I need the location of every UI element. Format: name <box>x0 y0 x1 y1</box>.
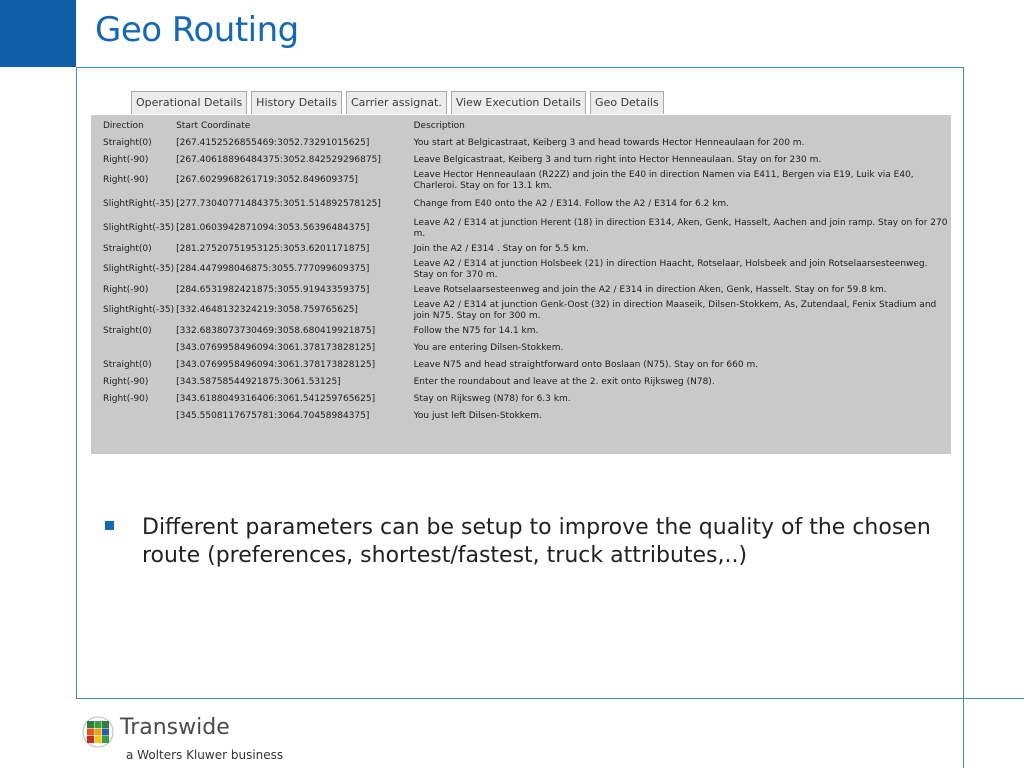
tab-operational-details[interactable]: Operational Details <box>131 91 247 114</box>
tab-view-execution-details[interactable]: View Execution Details <box>451 91 586 114</box>
cell-start-coordinate: [343.0769958496094:3061.378173828125] <box>176 342 376 353</box>
cell-start-coordinate: [267.4152526855469:3052.73291015625] <box>176 137 370 148</box>
table-row <box>103 374 951 391</box>
cell-start-coordinate: [332.6838073730469:3058.680419921875] <box>176 325 376 336</box>
table-row <box>103 323 951 340</box>
corner-accent-block <box>0 0 76 67</box>
cell-start-coordinate: [345.5508117675781:3064.70458984375] <box>176 410 370 421</box>
cell-start-coordinate: [267.40618896484375:3052.842529296875] <box>176 154 381 165</box>
table-row <box>103 282 951 299</box>
table-row <box>103 241 951 258</box>
title-divider <box>76 67 964 68</box>
cell-direction: Right(-90) <box>103 154 149 165</box>
column-header-direction: Direction <box>103 120 144 131</box>
footer-logo <box>80 713 300 765</box>
cell-direction: SlightRight(-35) <box>103 264 175 275</box>
cell-direction: Right(-90) <box>103 393 149 404</box>
cell-description: Leave A2 / E314 at junction Genk-Oost (32) in direction Maaseik, Dilsen-Stokkem, As, Zutendaal, Fenix Stadium and join N75. Stay on for 300 m. <box>413 299 937 321</box>
table-row <box>103 193 951 217</box>
frame-bottom-line <box>76 698 1024 699</box>
cell-direction: Straight(0) <box>103 137 152 148</box>
cell-direction: Straight(0) <box>103 243 152 254</box>
route-table <box>103 118 951 425</box>
cell-description: Stay on Rijksweg (N78) for 6.3 km. <box>413 393 571 404</box>
cell-start-coordinate: [284.6531982421875:3055.91943359375] <box>176 284 370 295</box>
table-row <box>103 357 951 374</box>
cell-start-coordinate: [343.6188049316406:3061.541259765625] <box>176 393 376 404</box>
cell-direction: Right(-90) <box>103 376 149 387</box>
cell-direction: Right(-90) <box>103 284 149 295</box>
table-row <box>103 135 951 152</box>
cell-start-coordinate: [343.58758544921875:3061.53125] <box>176 376 341 387</box>
tab-geo-details[interactable]: Geo Details <box>590 91 664 114</box>
table-row <box>103 152 951 169</box>
tab-carrier-assignat[interactable]: Carrier assignat. <box>346 91 447 114</box>
table-row <box>103 258 951 282</box>
cell-description: Join the A2 / E314 . Stay on for 5.5 km. <box>413 243 589 254</box>
cell-description: Leave A2 / E314 at junction Herent (18) in direction E314, Aken, Genk, Hasselt, Aachen and join ramp. Stay on for 270 m. <box>413 217 948 239</box>
brand-name: Transwide <box>120 715 230 740</box>
column-header-start-coordinate: Start Coordinate <box>176 120 251 131</box>
square-bullet-icon <box>105 521 114 530</box>
cell-direction: Straight(0) <box>103 359 152 370</box>
cell-start-coordinate: [277.73040771484375:3051.514892578125] <box>176 199 381 210</box>
tab-history-details[interactable]: History Details <box>251 91 342 114</box>
cell-start-coordinate: [332.4648132324219:3058.759765625] <box>176 305 358 316</box>
globe-logo-icon <box>82 716 114 748</box>
cell-description: Leave Hector Henneaulaan (R22Z) and join the E40 in direction Namen via E411, Bergen via E19, Luik via E40, Charleroi. Stay on for 13.1 km. <box>413 169 914 191</box>
slide-title: Geo Routing <box>95 10 299 50</box>
cell-start-coordinate: [284.447998046875:3055.777099609375] <box>176 264 370 275</box>
cell-start-coordinate: [281.0603942871094:3053.56396484375] <box>176 223 370 234</box>
cell-direction <box>103 408 176 425</box>
cell-direction: Right(-90) <box>103 175 149 186</box>
table-row <box>103 217 951 241</box>
table-row <box>103 340 951 357</box>
cell-description: Leave N75 and head straightforward onto Boslaan (N75). Stay on for 660 m. <box>413 359 759 370</box>
table-row <box>103 299 951 323</box>
cell-description: Leave A2 / E314 at junction Holsbeek (21) in direction Haacht, Rotselaar, Holsbeek and join Rotselaarsesteenweg. Stay on for 370 m. <box>413 258 928 280</box>
table-row <box>103 391 951 408</box>
cell-description: You just left Dilsen-Stokkem. <box>413 410 542 421</box>
geo-details-panel <box>91 115 951 454</box>
table-row <box>103 169 951 193</box>
frame-right-line <box>963 67 964 768</box>
details-tab-bar <box>131 91 664 115</box>
cell-start-coordinate: [281.27520751953125:3053.6201171875] <box>176 243 370 254</box>
cell-description: You start at Belgicastraat, Keiberg 3 and head towards Hector Henneaulaan for 200 m. <box>413 137 805 148</box>
cell-description: Leave Rotselaarsesteenweg and join the A2 / E314 in direction Aken, Genk, Hasselt. Stay on for 59.8 km. <box>413 284 887 295</box>
cell-start-coordinate: [343.0769958496094:3061.378173828125] <box>176 359 376 370</box>
table-row <box>103 408 951 425</box>
table-header-row <box>103 118 951 135</box>
bullet-text: Different parameters can be setup to improve the quality of the chosen route (preferences, shortest/fastest, truck attributes,..) <box>142 515 931 568</box>
cell-start-coordinate: [267.6029968261719:3052.849609375] <box>176 175 358 186</box>
cell-description: Enter the roundabout and leave at the 2. exit onto Rijksweg (N78). <box>413 376 715 387</box>
cell-direction <box>103 340 176 357</box>
cell-direction: SlightRight(-35) <box>103 199 175 210</box>
cell-description: Change from E40 onto the A2 / E314. Follow the A2 / E314 for 6.2 km. <box>413 199 730 210</box>
cell-description: You are entering Dilsen-Stokkem. <box>413 342 564 353</box>
cell-direction: SlightRight(-35) <box>103 223 175 234</box>
frame-left-line <box>76 67 77 699</box>
cell-description: Follow the N75 for 14.1 km. <box>413 325 539 336</box>
brand-tagline: a Wolters Kluwer business <box>126 748 284 762</box>
cell-description: Leave Belgicastraat, Keiberg 3 and turn right into Hector Henneaulaan. Stay on for 230 m. <box>413 154 822 165</box>
cell-direction: SlightRight(-35) <box>103 305 175 316</box>
cell-direction: Straight(0) <box>103 325 152 336</box>
column-header-description: Description <box>413 120 465 131</box>
